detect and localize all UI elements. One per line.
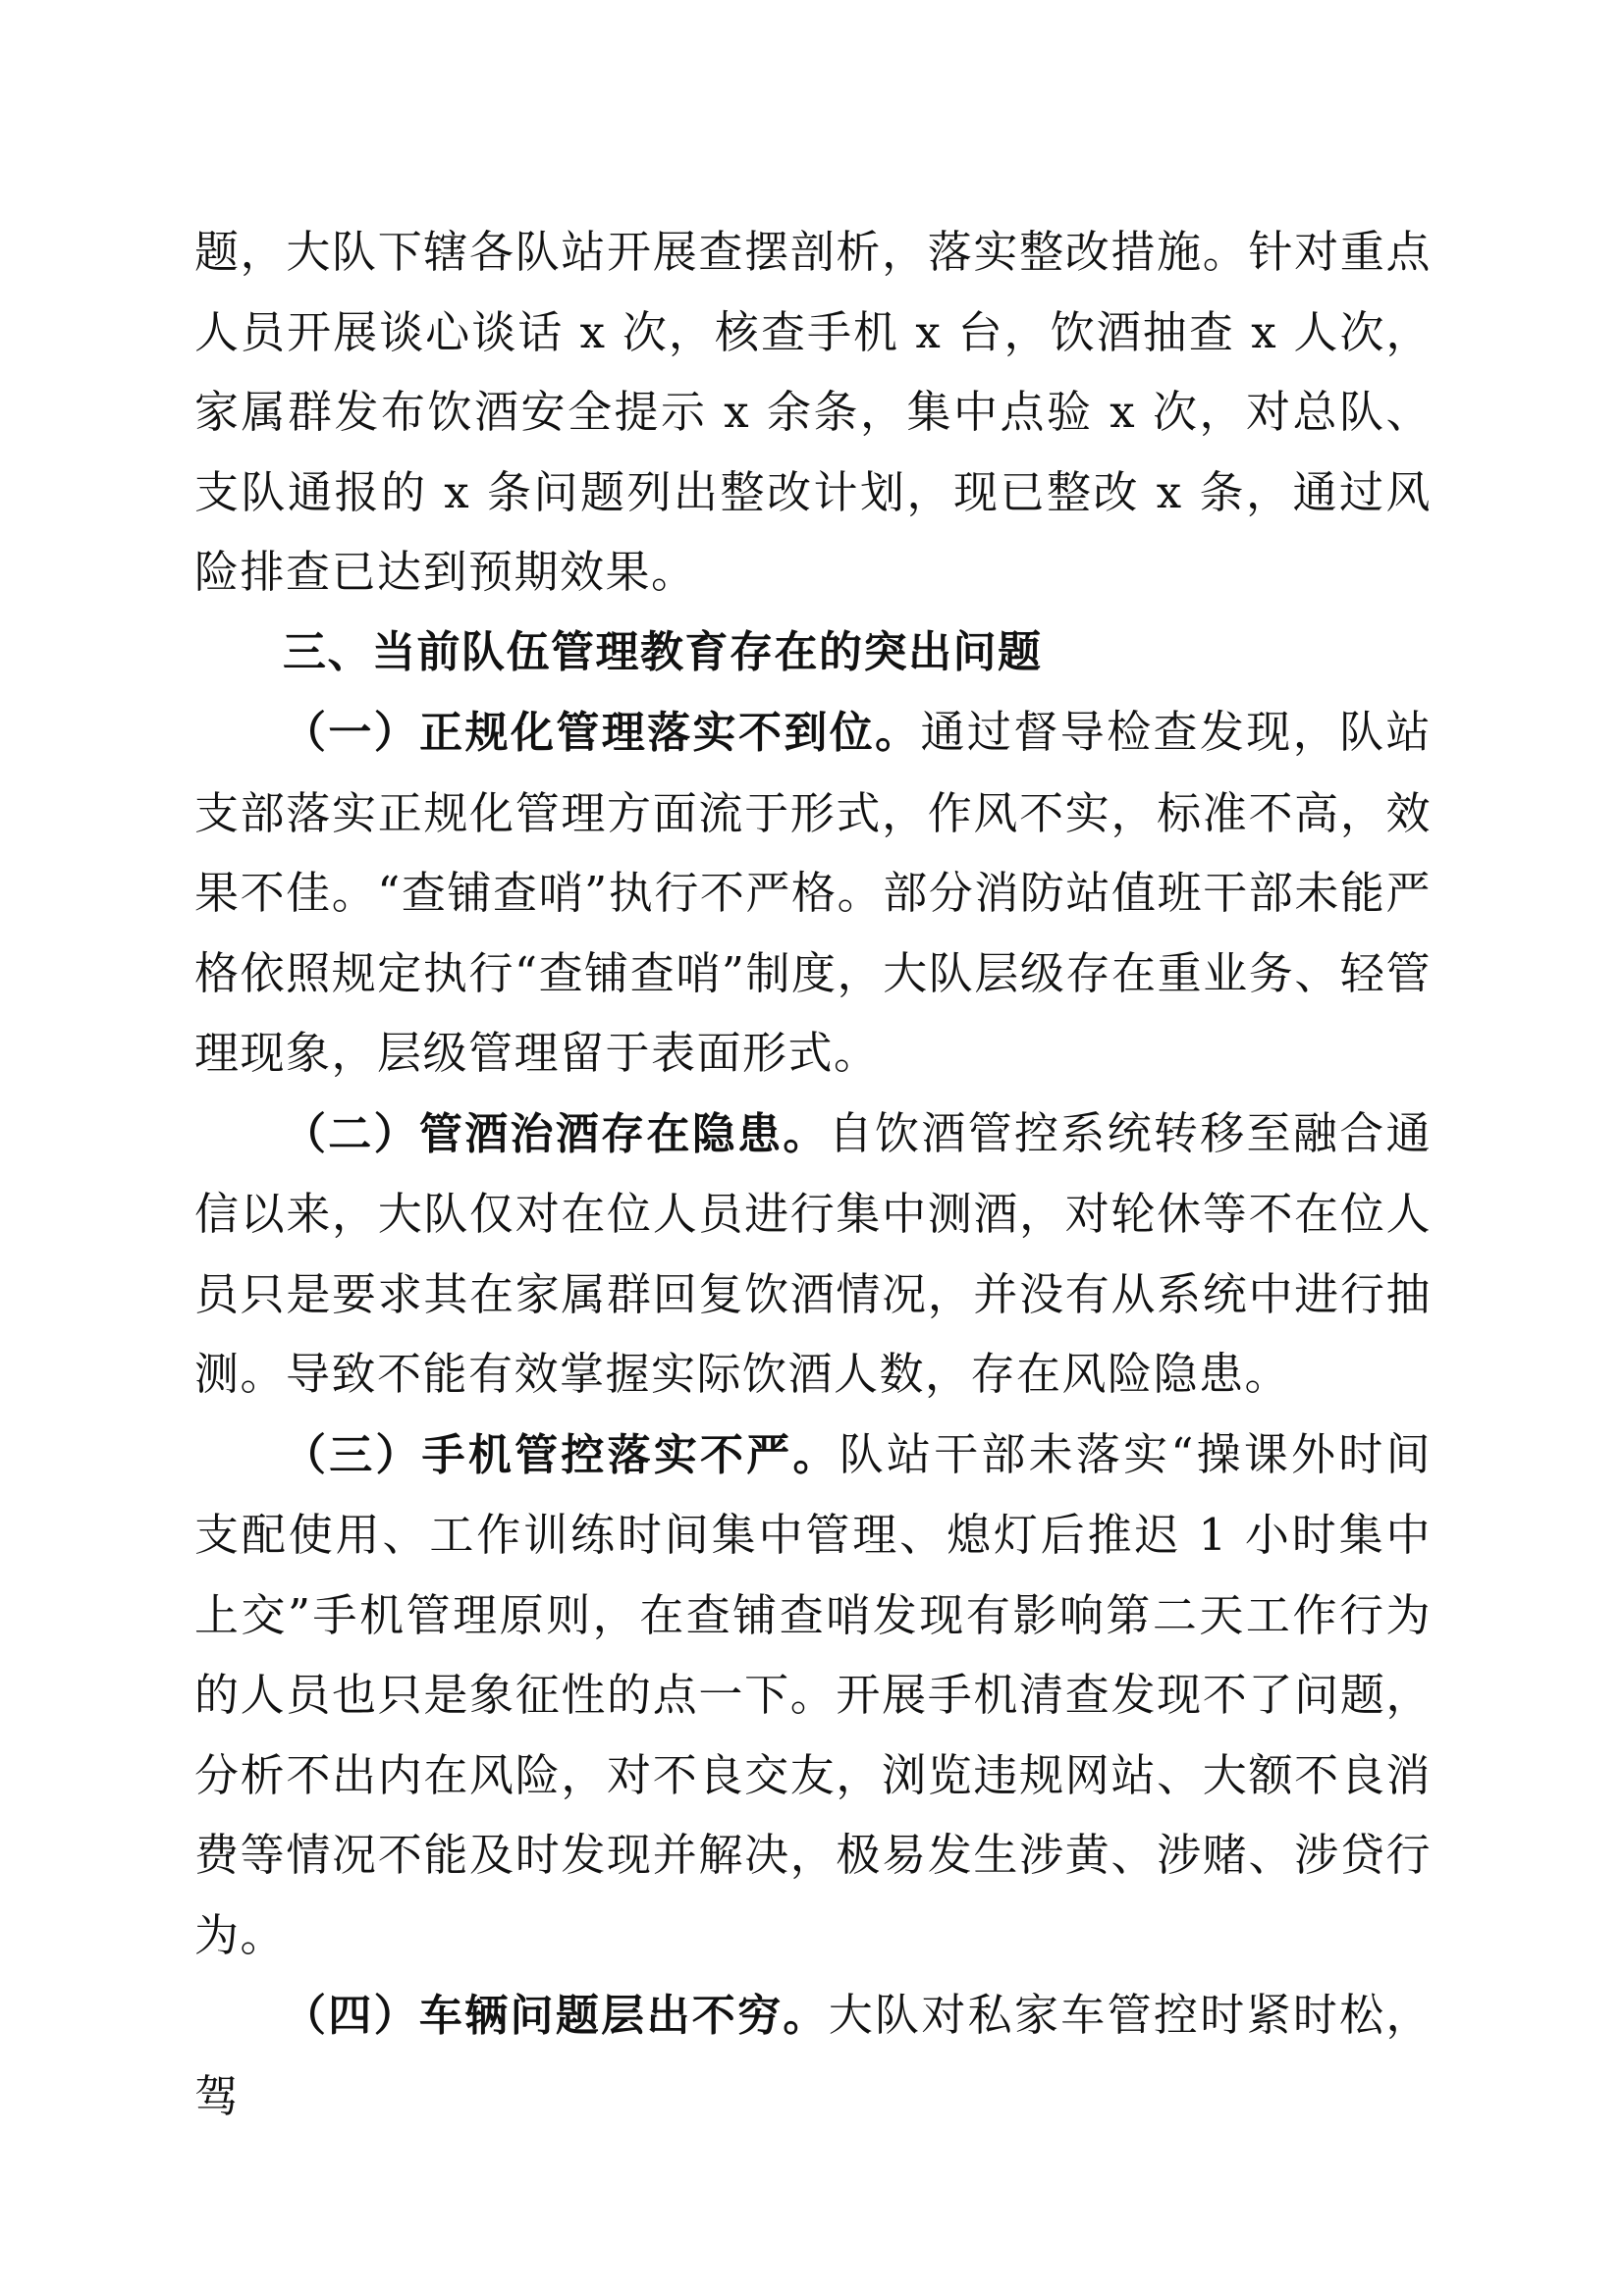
item-lead: （二）管酒治酒存在隐患。 <box>283 1108 829 1159</box>
paragraph-item-1 <box>194 692 1432 1094</box>
document-body <box>194 212 1432 2136</box>
paragraph-item-2 <box>194 1094 1432 1415</box>
item-body: 大队对私家车管控时紧时松，驾 <box>194 1989 1432 2122</box>
item-lead: （四）车辆问题层出不穷。 <box>283 1991 829 2041</box>
paragraph-continuation: 题，大队下辖各队站开展查摆剖析，落实整改措施。针对重点人员开展谈心谈话 x 次，核查手机 x 台，饮酒抽查 x 人次，家属群发布饮酒安全提示 x 余条，集中点验 x 次，对总队、支队通报的 x 条问题列出整改计划，现已整改 x 条，通过风险排查已达到预期效果。 <box>194 226 1432 598</box>
item-body: 通过督导检查发现，队站支部落实正规化管理方面流于形式，作风不实，标准不高，效果不佳。“查铺查哨”执行不严格。部分消防站值班干部未能严格依照规定执行“查铺查哨”制度，大队层级存在重业务、轻管理现象，层级管理留于表面形式。 <box>194 706 1432 1079</box>
paragraph-item-4 <box>194 1975 1432 2136</box>
item-lead: （一）正规化管理落实不到位。 <box>283 708 921 758</box>
item-lead: （三）手机管控落实不严。 <box>283 1429 839 1480</box>
item-body: 队站干部未落实“操课外时间支配使用、工作训练时间集中管理、熄灯后推迟 1 小时集中上交”手机管理原则，在查铺查哨发现有影响第二天工作行为的人员也只是象征性的点一下。开展手机清查发现不了问题，分析不出内在风险，对不良交友，浏览违规网站、大额不良消费等情况不能及时发现并解决，极易发生涉黄、涉赌、涉贷行为。 <box>194 1427 1432 1961</box>
section-heading: 三、当前队伍管理教育存在的突出问题 <box>283 626 1043 677</box>
item-body: 自饮酒管控系统转移至融合通信以来，大队仅对在位人员进行集中测酒，对轮休等不在位人员只是要求其在家属群回复饮酒情况，并没有从系统中进行抽测。导致不能有效掌握实际饮酒人数，存在风险隐患。 <box>194 1106 1432 1400</box>
paragraph-item-3 <box>194 1415 1432 1976</box>
